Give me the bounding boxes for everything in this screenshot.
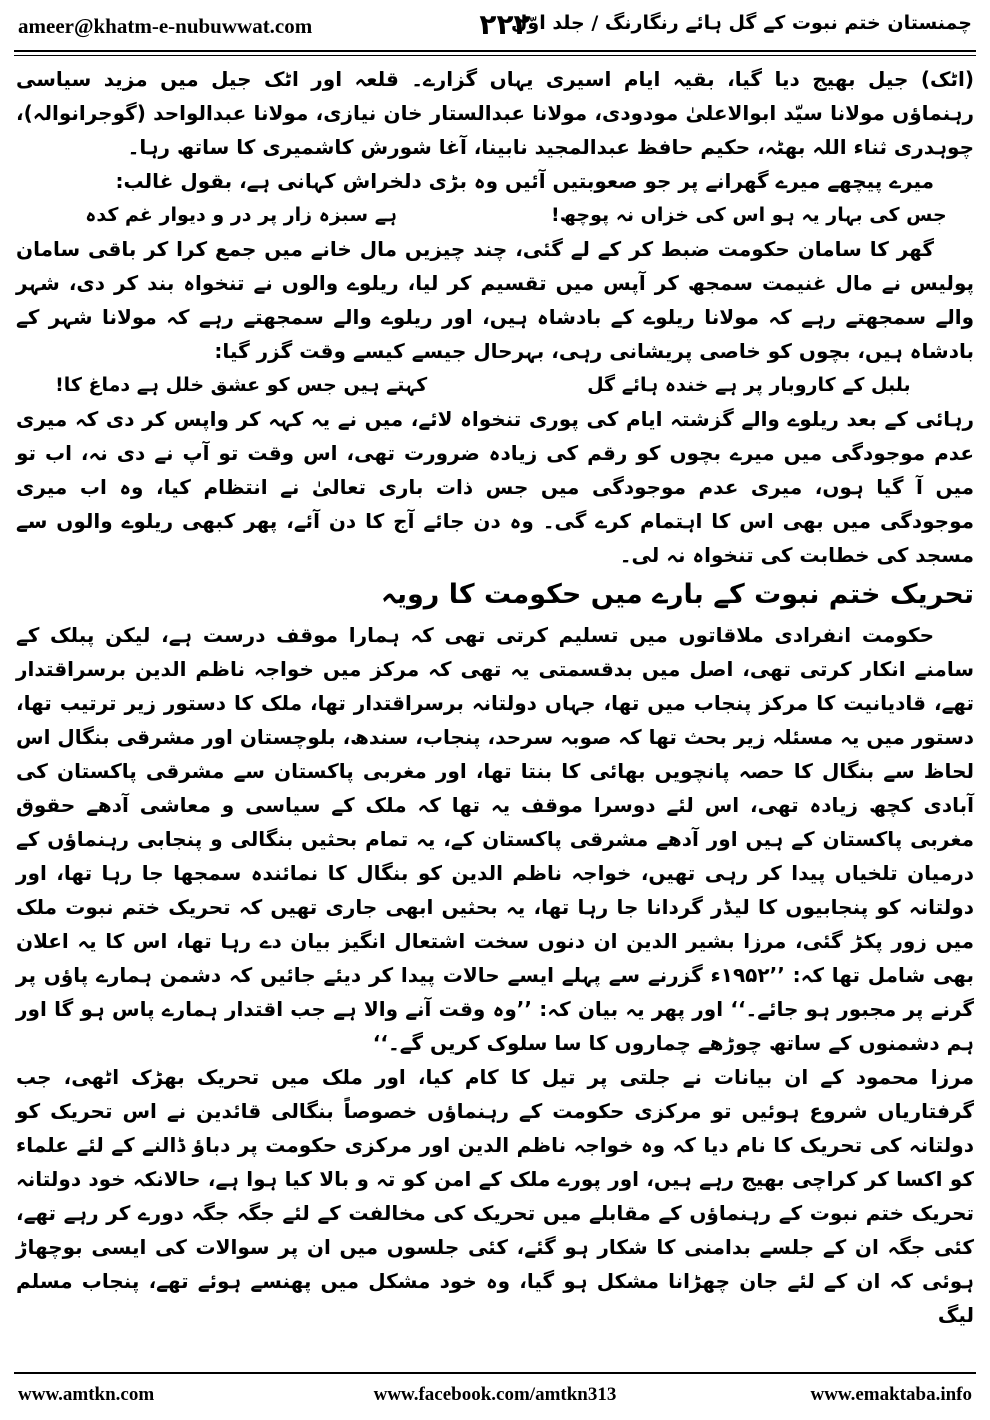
page-header: [10, 8, 978, 52]
header-rule-thin: [14, 55, 976, 56]
verse-line: جس کی بہار یہ ہو اس کی خزاں نہ پوچھ!: [551, 204, 947, 226]
poetry-couplet: [16, 368, 974, 402]
header-email[interactable]: ameer@khatm-e-nubuwwat.com: [18, 14, 313, 38]
body-text: [16, 62, 974, 1362]
header-rule: [14, 50, 976, 52]
section-heading: تحریک ختم نبوت کے بارے میں حکومت کا رویہ: [381, 579, 974, 610]
paragraph: مرزا محمود کے ان بیانات نے جلتی پر تیل کا کام کیا، اور ملک میں تحریک بھڑک اٹھی، جب گرفتاریاں شروع ہوئیں تو مرکزی حکومت کے رہنماؤں خصوصاً بنگالی قائدین نے اس تحریک کو دولتانہ کی تحریک کا نام دیا کہ وہ خواجہ ناظم الدین اور مرکزی حکومت پر دباؤ ڈالنے کے لئے علماء کو اکسا کر کراچی بھیج رہے ہیں، اور پورے ملک کے امن کو تہ و بالا کیا ہوا ہے، حالانکہ خود دولتانہ تحریک ختم نبوت کے رہنماؤں کے مقابلے میں تحریک کی مخالفت کے لئے جگہ جگہ دورے کر رہے تھے، کئی جگہ ان کے جلسے بدامنی کا شکار ہو گئے، کئی جلسوں میں ان پر سوالات کی ایسی بوچھاڑ ہوئی کہ ان کے لئے جان چھڑانا مشکل ہو گیا، وہ خود مشکل میں پھنسے ہوئے تھے، پنجاب مسلم لیگ: [16, 1065, 974, 1327]
verse-line: بلبل کے کاروبار پر ہے خندہ ہائے گل: [587, 374, 911, 396]
paragraph: گھر کا سامان حکومت ضبط کر کے لے گئی، چند چیزیں مال خانے میں جمع کرا کر باقی سامان پولیس نے مال غنیمت سمجھ کر آپس میں تقسیم کر لیا، ریلوے والوں نے تنخواہ بند کر دی، شہر والے سمجھتے رہے کہ مولانا ریلوے کے بادشاہ ہیں، اور ریلوے والے سمجھتے رہے کہ مولانا شہر کے بادشاہ ہیں، بچوں کو خاصی پریشانی رہی، بہرحال جیسے کیسے وقت گزر گیا:: [16, 237, 974, 363]
page-number: ۲۲۲: [479, 8, 531, 41]
poetry-couplet: [16, 198, 974, 232]
footer-link-amtkn[interactable]: www.amtkn.com: [18, 1384, 155, 1405]
verse-line: کہتے ہیں جس کو عشق خلل ہے دماغ کا!: [55, 374, 428, 396]
page-footer: [14, 1380, 976, 1412]
paragraph: رہائی کے بعد ریلوے والے گزشتہ ایام کی پوری تنخواہ لائے، میں نے یہ کہہ کر واپس کر دی کہ میری عدم موجودگی میں میرے بچوں کو رقم کی زیادہ ضرورت تھی، اس وقت تو آپ نے دی نہ، اب تو میں آ گیا ہوں، میری عدم موجودگی میں جس ذات باری تعالیٰ نے انتظام کیا، وہ اب میری موجودگی میں بھی اس کا اہتمام کرے گی۔ وہ دن جائے آج کا دن آئے، پھر کبھی ریلوے والوں سے مسجد کی خطابت کی تنخواہ نہ لی۔: [16, 407, 974, 567]
paragraph: (اٹک) جیل بھیج دیا گیا، بقیہ ایام اسیری یہاں گزارے۔ قلعہ اور اٹک جیل میں مزید سیاسی رہنماؤں مولانا سیّد ابوالاعلیٰ مودودی، مولانا عبدالستار خان نیازی، مولانا عبدالواحد (گوجرانوالہ)، چوہدری ثناء اللہ بھٹہ، حکیم حافظ عبدالمجید نابینا، آغا شورش کاشمیری کا ساتھ رہا۔: [16, 67, 974, 159]
footer-rule: [14, 1372, 976, 1374]
paragraph: حکومت انفرادی ملاقاتوں میں تسلیم کرتی تھی کہ ہمارا موقف درست ہے، لیکن پبلک کے سامنے انکار کرتی تھی، اصل میں بدقسمتی یہ تھی کہ مرکز میں خواجہ ناظم الدین برسراقتدار تھے، قادیانیت کا مرکز پنجاب میں تھا، جہاں دولتانہ برسراقتدار تھا، ملک کا دستور زیر ترتیب تھا، دستور میں یہ مسئلہ زیر بحث تھا کہ صوبہ سرحد، پنجاب، سندھ، بلوچستان اور مشرقی بنگال اس لحاظ سے بنگال کا حصہ پانچویں بھائی کا بنتا تھا، اور مغربی پاکستان سے مشرقی پاکستان کی آبادی کچھ زیادہ تھی، اس لئے دوسرا موقف یہ تھا کہ ملک کے سیاسی و معاشی آدھے حقوق مغربی پاکستان کے ہیں اور آدھے مشرقی پاکستان کے، یہ تمام بحثیں بنگالی و پنجابی رہنماؤں کے درمیان تلخیاں پیدا کر رہی تھیں، خواجہ ناظم الدین کو بنگال کا نمائندہ سمجھا جا رہا تھا، اور دولتانہ کو پنجابیوں کا لیڈر گردانا جا رہا تھا، یہ بحثیں ابھی جاری تھیں کہ تحریک ختم نبوت ملک میں زور پکڑ گئی، مرزا بشیر الدین ان دنوں سخت اشتعال انگیز بیان دے رہا تھا، اس کا یہ اعلان بھی شامل تھا کہ: ’’۱۹۵۲ء گزرنے سے پہلے ایسے حالات پیدا کر دیئے جائیں کہ دشمن ہمارے پاؤں پر گرنے پر مجبور ہو جائے۔‘‘ اور پھر یہ بیان کہ: ’’وہ وقت آنے والا ہے جب اقتدار ہمارے پاس ہو گا اور ہم دشمنوں کے ساتھ چوڑھے چماروں کا سا سلوک کریں گے۔‘‘: [16, 623, 974, 1055]
paragraph: میرے پیچھے میرے گھرانے پر جو صعوبتیں آئیں وہ بڑی دلخراش کہانی ہے، بقول غالب:: [115, 169, 934, 193]
book-title: چمنستان ختم نبوت کے گل ہائے رنگارنگ / جلد اوّل: [510, 12, 972, 34]
verse-line: ہے سبزہ زار پر در و دیوار غم کدہ: [85, 204, 397, 226]
footer-link-facebook[interactable]: www.facebook.com/amtkn313: [373, 1384, 617, 1405]
footer-link-emaktaba[interactable]: www.emaktaba.info: [810, 1384, 972, 1405]
